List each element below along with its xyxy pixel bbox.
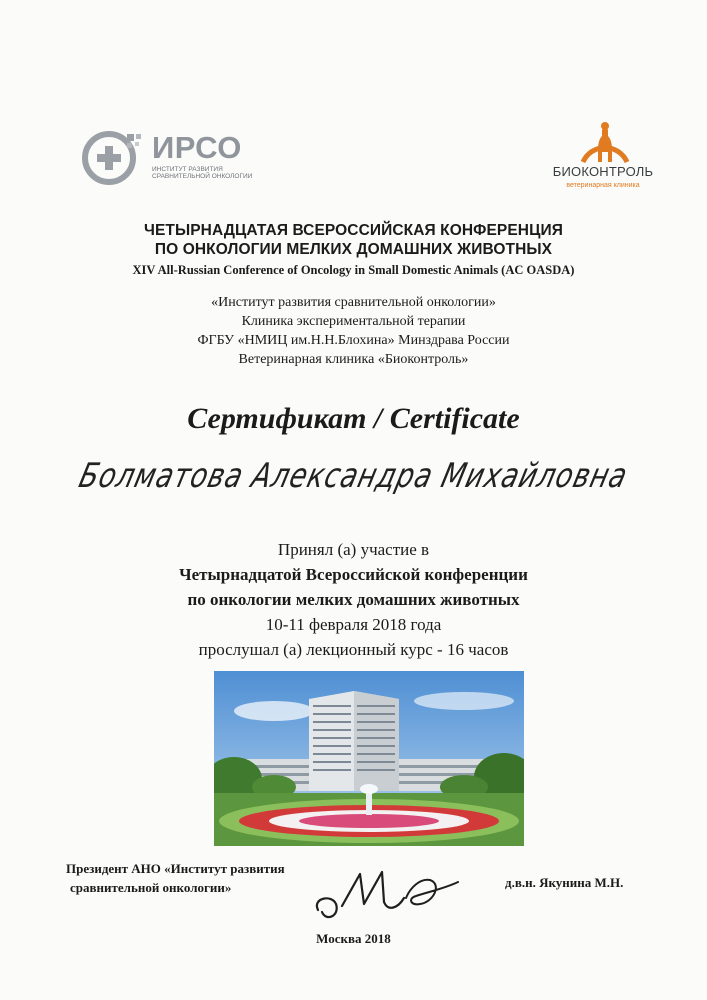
conference-name-line: Четырнадцатой Всероссийской конференции [179, 565, 528, 584]
handwritten-signature [312, 858, 462, 928]
conference-title-line1: ЧЕТЫРНАДЦАТАЯ ВСЕРОССИЙСКАЯ КОНФЕРЕНЦИЯ [143, 222, 564, 239]
conference-title-en: XIV All-Russian Conference of Oncology in Small Domestic Animals (AC OASDA) [132, 263, 575, 277]
biocontrol-logo [535, 114, 665, 196]
building-photo [214, 671, 524, 846]
date-line: 10-11 февраля 2018 года [265, 615, 442, 634]
biocontrol-emblem-icon [575, 114, 635, 164]
president-title-line2: сравнительной онкологии» [70, 880, 232, 895]
president-title [66, 859, 285, 897]
biocontrol-name: БИОКОНТРОЛЬ [552, 164, 654, 179]
ipso-name: ИРСО [152, 130, 242, 165]
organizer-line: Ветеринарная клиника «Биоконтроль» [238, 352, 469, 367]
participation-line: Принял (а) участие в [277, 540, 430, 559]
conference-topic-line: по онкологии мелких домашних животных [187, 590, 520, 609]
signatory-name: д.в.н. Якунина М.Н. [505, 875, 624, 890]
ipso-subtitle: ИНСТИТУТ РАЗВИТИЯ СРАВНИТЕЛЬНОЙ ОНКОЛОГИИ [152, 166, 253, 180]
ipso-cross-icon [80, 128, 146, 186]
course-hours-line: прослушал (а) лекционный курс - 16 часов [198, 640, 509, 659]
recipient-name: Болматова Александра Михайловна [75, 457, 632, 496]
ipso-logo [80, 128, 270, 186]
biocontrol-subtitle: ветеринарная клиника [566, 182, 640, 189]
certificate-title: Сертификат / Certificate [187, 402, 520, 435]
organizer-line: ФГБУ «НМИЦ им.Н.Н.Блохина» Минздрава России [197, 333, 510, 348]
city-year: Москва 2018 [316, 931, 391, 946]
organizer-line: Клиника экспериментальной терапии [241, 314, 466, 329]
president-title-line1: Президент АНО «Институт развития [66, 861, 285, 876]
conference-title-line2: ПО ОНКОЛОГИИ МЕЛКИХ ДОМАШНИХ ЖИВОТНЫХ [154, 241, 553, 258]
organizer-line: «Институт развития сравнительной онкологии» [211, 295, 496, 310]
